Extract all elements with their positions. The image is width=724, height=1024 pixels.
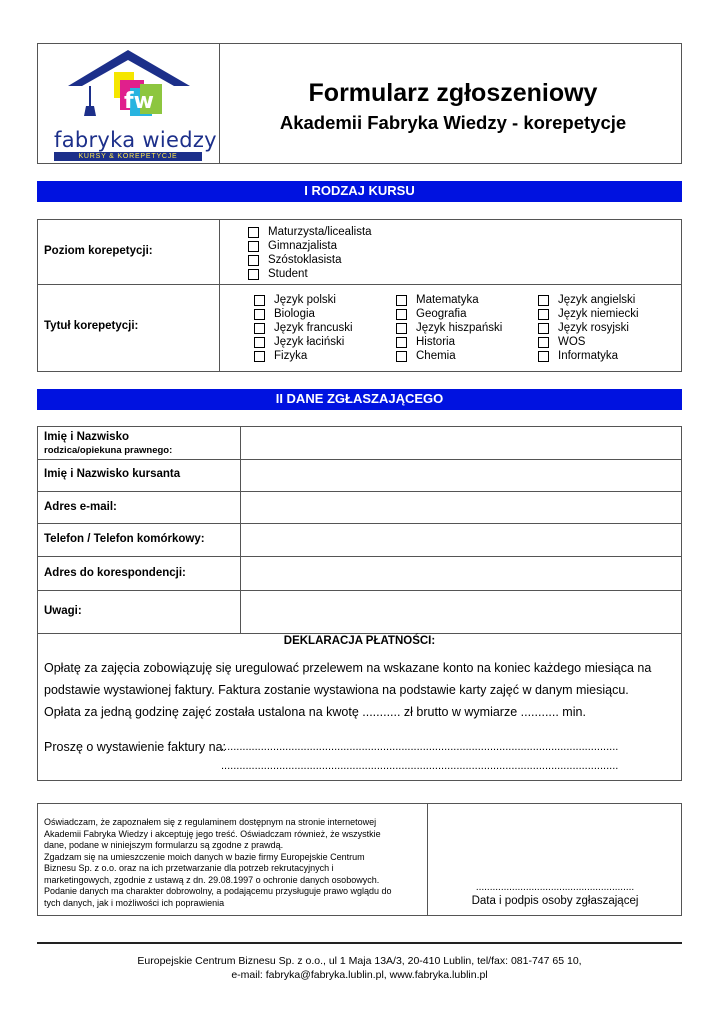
section-bar-course-type: I RODZAJ KURSU xyxy=(37,181,682,202)
parent-name-label: Imię i Nazwisko xyxy=(44,431,130,443)
address-label: Adres do korespondencji: xyxy=(44,567,186,579)
footer-divider xyxy=(37,942,682,944)
subject-column-1 xyxy=(254,293,353,363)
email-label: Adres e-mail: xyxy=(44,501,117,513)
course-type-table xyxy=(37,219,682,372)
notes-label: Uwagi: xyxy=(44,605,82,617)
checkbox[interactable] xyxy=(396,323,407,334)
level-option[interactable]: Gimnazjalista xyxy=(248,239,372,253)
consent-text xyxy=(44,817,424,909)
declaration-line-3: Opłata za jedną godzinę zajęć została ustalona na kwotę ........... zł brutto w wymiarze ........... min. xyxy=(44,705,586,719)
subject-option[interactable]: Język łaciński xyxy=(254,335,353,349)
page-title: Formularz zgłoszeniowy xyxy=(308,79,598,107)
email-field[interactable] xyxy=(242,492,680,522)
subject-option[interactable]: Biologia xyxy=(254,307,353,321)
phone-field[interactable] xyxy=(242,524,680,555)
level-label: Poziom korepetycji: xyxy=(44,245,153,257)
checkbox[interactable] xyxy=(248,227,259,238)
student-name-label: Imię i Nazwisko kursanta xyxy=(44,468,181,480)
row-divider xyxy=(38,284,681,285)
invoice-input-line-2[interactable]: .................................................................................................................................. xyxy=(221,760,619,772)
checkbox[interactable] xyxy=(254,351,265,362)
checkbox[interactable] xyxy=(538,351,549,362)
notes-field[interactable] xyxy=(242,591,680,632)
checkbox[interactable] xyxy=(254,295,265,306)
checkbox[interactable] xyxy=(538,337,549,348)
subject-column-2 xyxy=(396,293,502,363)
form-header xyxy=(37,43,682,164)
footer-address: Europejskie Centrum Biznesu Sp. z o.o., ul 1 Maja 13A/3, 20-410 Lublin, tel/fax: 081-747 65 10, xyxy=(137,955,582,967)
subject-option[interactable]: Chemia xyxy=(396,349,502,363)
checkbox[interactable] xyxy=(396,351,407,362)
checkbox[interactable] xyxy=(248,255,259,266)
checkbox[interactable] xyxy=(538,309,549,320)
subject-option[interactable]: WOS xyxy=(538,335,639,349)
checkbox[interactable] xyxy=(254,323,265,334)
checkbox[interactable] xyxy=(248,269,259,280)
subject-option[interactable]: Informatyka xyxy=(538,349,639,363)
subject-option[interactable]: Język hiszpański xyxy=(396,321,502,335)
footer-contact: e-mail: fabryka@fabryka.lublin.pl, www.fabryka.lublin.pl xyxy=(231,969,488,981)
subject-option[interactable]: Geografia xyxy=(396,307,502,321)
checkbox[interactable] xyxy=(396,295,407,306)
parent-name-sublabel: rodzica/opiekuna prawnego: xyxy=(44,445,173,456)
subject-option[interactable]: Język rosyjski xyxy=(538,321,639,335)
student-name-field[interactable] xyxy=(242,460,680,490)
page-subtitle: Akademii Fabryka Wiedzy - korepetycje xyxy=(279,112,627,133)
section-bar-applicant-data: II DANE ZGŁASZAJĄCEGO xyxy=(37,389,682,410)
declaration-line-2: podstawie wystawionej faktury. Faktura zostanie wystawiona na podstawie karty zajęć w danym miesiącu. xyxy=(44,683,629,697)
level-option[interactable]: Maturzysta/licealista xyxy=(248,225,372,239)
checkbox[interactable] xyxy=(538,323,549,334)
column-divider xyxy=(427,804,428,915)
consent-line: Akademii Fabryka Wiedzy i akceptuję jego treść. Oświadczam również, że wszystkie xyxy=(44,828,381,839)
level-options xyxy=(248,225,372,281)
column-divider xyxy=(219,220,220,371)
subject-option[interactable]: Język angielski xyxy=(538,293,639,307)
consent-line: dane, podane w niniejszym formularzu są zgodne z prawdą. xyxy=(44,840,284,850)
consent-table xyxy=(37,803,682,916)
checkbox[interactable] xyxy=(396,309,407,320)
subject-option[interactable]: Historia xyxy=(396,335,502,349)
subject-label: Tytuł korepetycji: xyxy=(44,320,139,332)
consent-line: tych danych, jak i możliwości ich poprawienia xyxy=(44,897,225,908)
declaration-line-1: Opłatę za zajęcia zobowiązuję się uregulować przelewem na wskazane konto na koniec każdego miesiąca na xyxy=(44,661,652,675)
consent-line: marketingowych, zgodnie z ustawą z dn. 29.08.1997 o ochronie danych osobowych. xyxy=(44,874,380,885)
address-field[interactable] xyxy=(242,557,680,589)
subject-option[interactable]: Fizyka xyxy=(254,349,353,363)
row-divider xyxy=(38,633,681,634)
checkbox[interactable] xyxy=(254,309,265,320)
level-option[interactable]: Szóstoklasista xyxy=(248,253,372,267)
phone-label: Telefon / Telefon komórkowy: xyxy=(44,533,205,545)
consent-line: Zgadzam się na umieszczenie moich danych w bazie firmy Europejskie Centrum xyxy=(44,851,365,862)
consent-line: Podanie danych ma charakter dobrowolny, a podającemu przysługuje prawo wglądu do xyxy=(44,886,392,896)
consent-line: Oświadczam, że zapoznałem się z regulaminem dostępnym na stronie internetowej xyxy=(44,817,377,827)
subject-option[interactable]: Język niemiecki xyxy=(538,307,639,321)
column-divider xyxy=(240,427,241,633)
signature-line[interactable]: ......................................................... xyxy=(475,882,635,893)
subject-column-3 xyxy=(538,293,639,363)
invoice-label: Proszę o wystawienie faktury na: xyxy=(44,740,227,754)
payment-declaration-title: DEKLARACJA PŁATNOŚCI: xyxy=(283,635,436,647)
logo-tagline: KURSY & KOREPETYCJE xyxy=(54,152,202,161)
logo-box xyxy=(38,44,220,163)
consent-line: Biznesu Sp. z o.o. oraz na ich przetwarzanie dla potrzeb rekrutacyjnych i xyxy=(44,863,334,873)
parent-name-field[interactable] xyxy=(242,428,680,458)
subject-option[interactable]: Matematyka xyxy=(396,293,502,307)
footer xyxy=(37,954,682,982)
svg-text:fw: fw xyxy=(124,89,154,114)
checkbox[interactable] xyxy=(396,337,407,348)
subject-option[interactable]: Język francuski xyxy=(254,321,353,335)
checkbox[interactable] xyxy=(538,295,549,306)
applicant-data-table xyxy=(37,426,682,781)
logo-icon xyxy=(66,48,191,128)
checkbox[interactable] xyxy=(248,241,259,252)
invoice-input-line-1[interactable]: .................................................................................................................................. xyxy=(221,741,619,753)
subject-option[interactable]: Język polski xyxy=(254,293,353,307)
logo-wordmark: fabryka wiedzy xyxy=(54,128,217,152)
level-option[interactable]: Student xyxy=(248,267,372,281)
checkbox[interactable] xyxy=(254,337,265,348)
signature-label: Data i podpis osoby zgłaszającej xyxy=(471,895,639,907)
